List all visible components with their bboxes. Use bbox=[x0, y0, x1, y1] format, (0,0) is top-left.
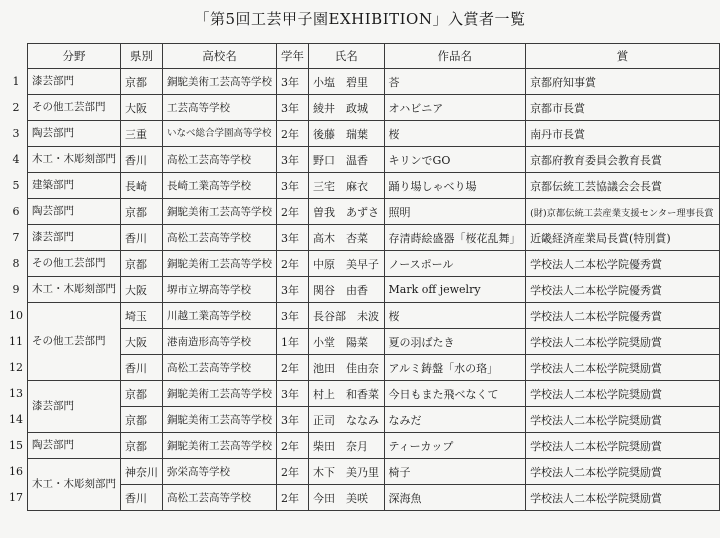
row-number: 13 bbox=[9, 387, 23, 400]
cell-prefecture: 神奈川 bbox=[121, 459, 163, 485]
row-number: 11 bbox=[9, 335, 23, 348]
cell-field: 漆芸部門 bbox=[28, 381, 121, 433]
cell-field: その他工芸部門 bbox=[28, 95, 121, 121]
row-number: 17 bbox=[9, 491, 23, 504]
cell-award: 学校法人二本松学院奨励賞 bbox=[526, 355, 720, 381]
header-name: 氏名 bbox=[309, 44, 385, 69]
cell-work: 荅 bbox=[384, 69, 526, 95]
cell-award: 京都伝統工芸協議会会長賞 bbox=[526, 173, 720, 199]
cell-field: 陶芸部門 bbox=[28, 433, 121, 459]
cell-grade: 3年 bbox=[277, 69, 309, 95]
table-row bbox=[5, 95, 720, 121]
cell-work: アルミ鋳盤「水の珞」 bbox=[384, 355, 526, 381]
table-row bbox=[5, 251, 720, 277]
cell-grade: 1年 bbox=[277, 329, 309, 355]
cell-name: 三宅 麻衣 bbox=[309, 173, 385, 199]
cell-award: 学校法人二本松学院奨励賞 bbox=[526, 433, 720, 459]
row-number: 16 bbox=[9, 465, 23, 478]
row-number: 7 bbox=[12, 231, 20, 244]
cell-prefecture: 埼玉 bbox=[121, 303, 163, 329]
cell-school: 銅駝美術工芸高等学校 bbox=[163, 407, 277, 433]
cell-work: 存清蒔絵盛器「桜花乱舞」 bbox=[384, 225, 526, 251]
cell-prefecture: 香川 bbox=[121, 485, 163, 511]
cell-grade: 3年 bbox=[277, 225, 309, 251]
cell-award: 学校法人二本松学院優秀賞 bbox=[526, 251, 720, 277]
header-num-blank bbox=[5, 44, 28, 69]
cell-prefecture: 大阪 bbox=[121, 329, 163, 355]
table-row bbox=[5, 277, 720, 303]
cell-grade: 2年 bbox=[277, 121, 309, 147]
cell-name: 村上 和香菜 bbox=[309, 381, 385, 407]
table-row bbox=[5, 121, 720, 147]
cell-award: 南丹市長賞 bbox=[526, 121, 720, 147]
cell-name: 小塩 碧里 bbox=[309, 69, 385, 95]
cell-name: 柴田 奈月 bbox=[309, 433, 385, 459]
cell-work: Mark off jewelry bbox=[384, 277, 526, 303]
header-prefecture: 県別 bbox=[121, 44, 163, 69]
cell-grade: 2年 bbox=[277, 459, 309, 485]
cell-work: 桜 bbox=[384, 303, 526, 329]
cell-field: その他工芸部門 bbox=[28, 251, 121, 277]
cell-name: 木下 美乃里 bbox=[309, 459, 385, 485]
cell-school: 銅駝美術工芸高等学校 bbox=[163, 251, 277, 277]
cell-name: 長谷部 未波 bbox=[309, 303, 385, 329]
row-number: 14 bbox=[9, 413, 23, 426]
cell-field: 木工・木彫刻部門 bbox=[28, 277, 121, 303]
cell-grade: 2年 bbox=[277, 251, 309, 277]
row-number: 6 bbox=[12, 205, 20, 218]
header-field: 分野 bbox=[28, 44, 121, 69]
table-row bbox=[5, 225, 720, 251]
cell-award: 学校法人二本松学院奨励賞 bbox=[526, 485, 720, 511]
row-number: 9 bbox=[12, 283, 20, 296]
cell-field: 漆芸部門 bbox=[28, 69, 121, 95]
cell-prefecture: 香川 bbox=[121, 225, 163, 251]
cell-award: 京都市長賞 bbox=[526, 95, 720, 121]
cell-grade: 2年 bbox=[277, 485, 309, 511]
cell-work: 照明 bbox=[384, 199, 526, 225]
cell-name: 池田 佳由奈 bbox=[309, 355, 385, 381]
cell-prefecture: 京都 bbox=[121, 69, 163, 95]
cell-name: 野口 温香 bbox=[309, 147, 385, 173]
cell-award: 学校法人二本松学院奨励賞 bbox=[526, 459, 720, 485]
table-row bbox=[5, 173, 720, 199]
cell-grade: 3年 bbox=[277, 173, 309, 199]
cell-school: 港南造形高等学校 bbox=[163, 329, 277, 355]
cell-award: 近畿経済産業局長賞(特別賞) bbox=[526, 225, 720, 251]
cell-award: 学校法人二本松学院優秀賞 bbox=[526, 277, 720, 303]
cell-school: 銅駝美術工芸高等学校 bbox=[163, 433, 277, 459]
row-number: 5 bbox=[12, 179, 20, 192]
cell-prefecture: 京都 bbox=[121, 433, 163, 459]
cell-prefecture: 三重 bbox=[121, 121, 163, 147]
cell-grade: 3年 bbox=[277, 407, 309, 433]
cell-work: 深海魚 bbox=[384, 485, 526, 511]
cell-grade: 3年 bbox=[277, 277, 309, 303]
cell-name: 関谷 由香 bbox=[309, 277, 385, 303]
cell-field: 建築部門 bbox=[28, 173, 121, 199]
row-number: 1 bbox=[12, 75, 20, 88]
cell-work: ノースポール bbox=[384, 251, 526, 277]
cell-work: 夏の羽ばたき bbox=[384, 329, 526, 355]
cell-name: 小堂 陽菜 bbox=[309, 329, 385, 355]
header-work: 作品名 bbox=[384, 44, 526, 69]
award-winners-table bbox=[5, 43, 720, 511]
cell-school: 銅駝美術工芸高等学校 bbox=[163, 381, 277, 407]
cell-school: 川越工業高等学校 bbox=[163, 303, 277, 329]
row-number: 10 bbox=[9, 309, 23, 322]
row-number: 4 bbox=[12, 153, 20, 166]
cell-award: (財)京都伝統工芸産業支援センター理事長賞 bbox=[526, 199, 720, 225]
cell-award: 学校法人二本松学院奨励賞 bbox=[526, 329, 720, 355]
cell-name: 綾井 政城 bbox=[309, 95, 385, 121]
cell-name: 正司 ななみ bbox=[309, 407, 385, 433]
cell-prefecture: 大阪 bbox=[121, 95, 163, 121]
cell-award: 学校法人二本松学院奨励賞 bbox=[526, 381, 720, 407]
cell-name: 曽我 あずさ bbox=[309, 199, 385, 225]
cell-school: 工芸高等学校 bbox=[163, 95, 277, 121]
cell-prefecture: 京都 bbox=[121, 407, 163, 433]
cell-award: 京都府教育委員会教育長賞 bbox=[526, 147, 720, 173]
cell-work: 踊り場しゃべり場 bbox=[384, 173, 526, 199]
header-award: 賞 bbox=[526, 44, 720, 69]
table-header-row bbox=[5, 44, 720, 69]
cell-work: ティーカップ bbox=[384, 433, 526, 459]
cell-grade: 2年 bbox=[277, 199, 309, 225]
cell-grade: 2年 bbox=[277, 355, 309, 381]
cell-field: 木工・木彫刻部門 bbox=[28, 459, 121, 511]
cell-prefecture: 香川 bbox=[121, 355, 163, 381]
cell-field: 木工・木彫刻部門 bbox=[28, 147, 121, 173]
cell-grade: 3年 bbox=[277, 95, 309, 121]
cell-work: 桜 bbox=[384, 121, 526, 147]
header-grade: 学年 bbox=[277, 44, 309, 69]
cell-prefecture: 長崎 bbox=[121, 173, 163, 199]
cell-award: 学校法人二本松学院優秀賞 bbox=[526, 303, 720, 329]
cell-field: 陶芸部門 bbox=[28, 121, 121, 147]
cell-field: その他工芸部門 bbox=[28, 303, 121, 381]
table-row bbox=[5, 199, 720, 225]
cell-school: 銅駝美術工芸高等学校 bbox=[163, 199, 277, 225]
cell-name: 後藤 瑞葉 bbox=[309, 121, 385, 147]
cell-grade: 3年 bbox=[277, 147, 309, 173]
cell-school: 弥栄高等学校 bbox=[163, 459, 277, 485]
cell-work: なみだ bbox=[384, 407, 526, 433]
row-number: 15 bbox=[9, 439, 23, 452]
cell-school: 長崎工業高等学校 bbox=[163, 173, 277, 199]
cell-award: 学校法人二本松学院奨励賞 bbox=[526, 407, 720, 433]
cell-school: 高松工芸高等学校 bbox=[163, 355, 277, 381]
cell-grade: 3年 bbox=[277, 381, 309, 407]
cell-school: 堺市立堺高等学校 bbox=[163, 277, 277, 303]
cell-name: 今田 美咲 bbox=[309, 485, 385, 511]
cell-name: 高木 杏菜 bbox=[309, 225, 385, 251]
table-row bbox=[5, 381, 720, 407]
cell-school: 銅駝美術工芸高等学校 bbox=[163, 69, 277, 95]
header-school: 高校名 bbox=[163, 44, 277, 69]
cell-field: 陶芸部門 bbox=[28, 199, 121, 225]
cell-prefecture: 京都 bbox=[121, 199, 163, 225]
cell-work: オハビニア bbox=[384, 95, 526, 121]
row-number: 12 bbox=[9, 361, 23, 374]
cell-grade: 3年 bbox=[277, 303, 309, 329]
cell-field: 漆芸部門 bbox=[28, 225, 121, 251]
table-row bbox=[5, 69, 720, 95]
table-row bbox=[5, 303, 720, 329]
cell-name: 中原 美早子 bbox=[309, 251, 385, 277]
cell-school: 高松工芸高等学校 bbox=[163, 225, 277, 251]
cell-work: 椅子 bbox=[384, 459, 526, 485]
cell-prefecture: 京都 bbox=[121, 381, 163, 407]
cell-prefecture: 大阪 bbox=[121, 277, 163, 303]
row-number: 2 bbox=[12, 101, 20, 114]
cell-grade: 2年 bbox=[277, 433, 309, 459]
cell-school: 高松工芸高等学校 bbox=[163, 147, 277, 173]
cell-prefecture: 京都 bbox=[121, 251, 163, 277]
cell-school: 高松工芸高等学校 bbox=[163, 485, 277, 511]
cell-work: キリンでGO bbox=[384, 147, 526, 173]
cell-work: 今日もまた飛べなくて bbox=[384, 381, 526, 407]
table-row bbox=[5, 433, 720, 459]
cell-prefecture: 香川 bbox=[121, 147, 163, 173]
row-number: 8 bbox=[12, 257, 20, 270]
cell-school: いなべ総合学園高等学校 bbox=[163, 121, 277, 147]
cell-award: 京都府知事賞 bbox=[526, 69, 720, 95]
row-number: 3 bbox=[12, 127, 20, 140]
table-row bbox=[5, 459, 720, 485]
table-row bbox=[5, 147, 720, 173]
page-title: 「第5回工芸甲子園EXHIBITION」入賞者一覧 bbox=[194, 10, 526, 28]
